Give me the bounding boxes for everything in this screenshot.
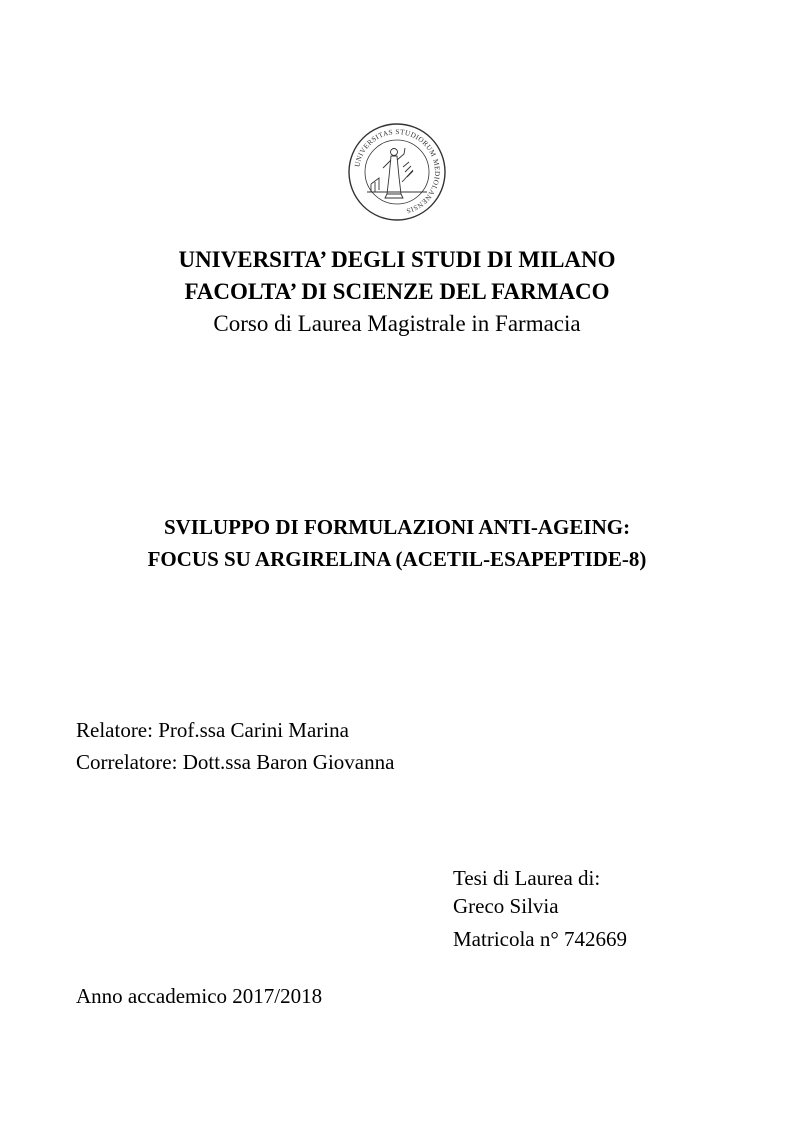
thesis-title-line-1: SVILUPPO DI FORMULAZIONI ANTI-AGEING: xyxy=(163,515,631,539)
seal-ring-text: UNIVERSITAS STUDIORUM MEDIOLANENSIS xyxy=(353,127,442,215)
student-name: Greco Silvia xyxy=(453,894,559,918)
faculty-name: FACOLTA’ DI SCIENZE DEL FARMACO xyxy=(184,279,610,304)
relatore: Relatore: Prof.ssa Carini Marina xyxy=(76,718,349,742)
university-name: UNIVERSITA’ DEGLI STUDI DI MILANO xyxy=(178,247,616,272)
university-seal xyxy=(347,122,447,222)
student-label: Tesi di Laurea di: xyxy=(453,866,601,890)
student-matricola: Matricola n° 742669 xyxy=(453,927,628,951)
correlatore: Correlatore: Dott.ssa Baron Giovanna xyxy=(76,750,395,774)
academic-year: Anno accademico 2017/2018 xyxy=(76,984,323,1008)
course-name: Corso di Laurea Magistrale in Farmacia xyxy=(213,311,581,336)
thesis-title-line-2: FOCUS SU ARGIRELINA (ACETIL-ESAPEPTIDE-8) xyxy=(147,547,647,571)
svg-text:UNIVERSITAS STUDIORUM MEDIOLAN xyxy=(353,128,441,215)
